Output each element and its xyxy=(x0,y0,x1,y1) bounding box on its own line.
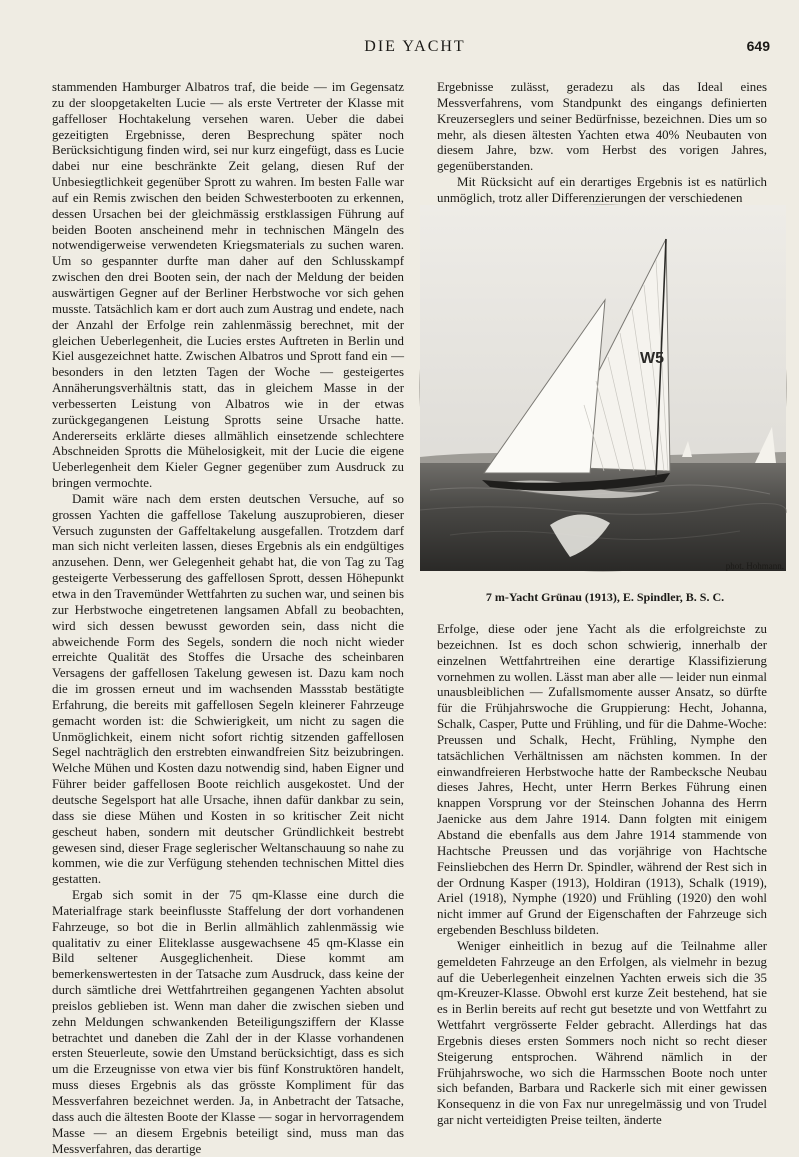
yacht-photo-figure xyxy=(420,205,790,615)
right-column-top xyxy=(437,80,767,205)
paragraph: Ergebnisse zulässt, geradezu als das Ideal eines Messverfahrens, vom Standpunkt des eingangs definierten Kreuzerseglers und seiner Bedürfnisse, bezeichnen. Dies um so mehr, als diesen ältesten Yachten etwa 40% Neubauten von diesem Jahre, bzw. vom Herbst des vorigen Jahres, gegenüberstanden. xyxy=(437,80,767,174)
paragraph: Damit wäre nach dem ersten deutschen Versuche, auf so grossen Yachten die gaffellose Takelung auszuprobieren, dieser Versuch zugunsten der Gaffeltakelung ausgefallen. Trotzdem darf man sich nicht verleiten lassen, dieses Ergebnis als ein endgültiges anzusehen. Denn, wer Gelegenheit gehabt hat, die von Tag zu Tag gesteigerte Verbesserung des gaffellosen Sprott, dessen Höhepunkt etwa in den Travemünder Wettfahrten zu suchen war, und seinen bis zur Herbstwoche eingetretenen langsamen Abfall zu beobachten, wird sich dessen bewusst geworden sein, dass nicht die abweichende Form des Segels, sondern die noch nicht wieder erreichte Qualität des Stoffes die Ursache des scheinbaren Versagens der gaffellosen Takelung gewesen ist. Dazu kam noch die im grossen erneut und im wachsenden Massstab bestätigte Erfahrung, die bereits mit gaffellosen Segeln kleinerer Fahrzeuge gemacht worden ist: die Schwierigkeit, um nicht zu sagen die Unmöglichkeit, einem nicht sofort richtig sitzenden gaffellosen Segel nachträglich den erstrebten einwandfreien Sitz beizubringen. Welche Mühen und Kosten dazu notwendig sind, haben Eigner und Führer beider gaffellosen Boote reichlich ausgekostet. Und der deutsche Segelsport hat alle Ursache, ihnen dafür dankbar zu sein, dass sie diese Mühen und Kosten in so kritischer Zeit nicht gescheut haben, sondern mit deutscher Gründlichkeit bestrebt gewesen sind, dieser Frage seglerischer Weltanschauung so nahe zu kommen, wie die zur Verfügung stehenden technischen Mittel dies gestatten. xyxy=(52,491,404,887)
paragraph: Weniger einheitlich in bezug auf die Teilnahme aller gemeldeten Fahrzeuge an den Erfolgen, als vielmehr in bezug auf die Ueberlegenheit einzelnen Yachten erweis sich die 35 qm-Kreuzer-Klasse. Obwohl erst kurze Zeit bestehend, hat sie es in Berlin bereits auf recht gut besetzte und von Wettfahrt zu Wettfahrt vergrösserte Felder gebracht. Allerdings hat das Ergebnis dieses ersten Sommers noch nicht so recht dieser Steigerung entsprochen. Während nämlich in der Frühjahrswoche, wo sich die Harmsschen Boote noch unter sich befanden, Barbara und Rackerle sich mit einer gewissen Konsequenz in die von Fax nur unregelmässig und von Trudel gar nicht verteidigten Preise teilten, änderte xyxy=(437,938,767,1128)
right-column-bottom xyxy=(437,622,767,1128)
paragraph: Erfolge, diese oder jene Yacht als die erfolgreichste zu bezeichnen. Ist es doch schon schwierig, innerhalb der einzelnen Wettfahrtreihen eine derartige Klassifizierung vornehmen zu wollen. Lässt man aber alle — leider nun einmal unausbleiblichen — Zufallsmomente ausser Ansatz, so dürfte für die Frühjahrswoche die Gruppierung: Hecht, Johanna, Schalk, Casper, Putte und Frühling, und für die Dahme-Woche: Preussen und Schalk, Hecht, Frühling, Nymphe den tatsächlichen Verhältnissen am nächsten kommen. In der einwandfreieren Herbstwoche hatte der Rambecksche Neubau dieses Jahres, Hecht, unter Herrn Berkes Führung einen knappen Vorsprung vor der Steinschen Johanna des Herrn Jaenicke aus dem Jahre 1914. Dann folgten mit einigem Abstand die ebenfalls aus dem Jahre 1914 stammende von Hachtsche Preussen und das vorjährige von Hachtsche Feinsliebchen des Herrn Dr. Spindler, während der Rest sich in der Ordnung Kasper (1913), Holdiran (1913), Schalk (1919), Ariel (1918), Nymphe (1920) und Frühling (1920) den wohl nicht immer auf Grund der Eigenschaften der Fahrzeuge sich ergebenden Beschluss bildeten. xyxy=(437,622,767,938)
figure-caption: 7 m-Yacht Grünau (1913), E. Spindler, B. S. C. xyxy=(485,590,725,604)
left-column xyxy=(52,80,404,1156)
yacht-photo xyxy=(420,205,786,571)
paragraph: Ergab sich somit in der 75 qm-Klasse eine durch die Materialfrage stark beeinflusste Staffelung der dort vorhandenen Fahrzeuge, so bot die in Berlin allmählich zahlenmässig wie qualitativ zu einer Eliteklasse ausgewachsene 45 qm-Klasse ein Bild seltener Ausgeglichenheit. Diese kommt am bemerkenswertesten in der Tatsache zum Ausdruck, dass keine der durch sämtliche drei Wettfahrtreihen gegangenen Yachten absolut preislos geblieben ist. Wenn man daher die zwischen sieben und zehn Meldungen schwankenden Beteiligungsziffern der Klasse betrachtet und daneben die Zahl der in der Klasse vorhandenen ersten Steuerleute, sowie den Umstand berücksichtigt, dass es sich um die Erzeugnisse von etwa vier bis fünf Konstruktören handelt, muss dieses Ergebnis als das grösste Kompliment für das Messverfahren bezeichnet werden. Ja, in Anbetracht der Tatsache, dass auch die ältesten Boote der Klasse — sogar in hervorragendem Masse — an diesem Ergebnis beteiligt sind, muss man das Messverfahren, das derartige xyxy=(52,888,404,1156)
sail-number: W5 xyxy=(640,350,664,367)
paragraph: Mit Rücksicht auf ein derartiges Ergebnis ist es natürlich unmöglich, trotz aller Differenzierungen der verschiedenen xyxy=(437,175,767,205)
paragraph: stammenden Hamburger Albatros traf, die beide — im Gegensatz zu der sloopgetakelten Lucie — als erste Vertreter der Klasse mit gaffelloser Hochtakelung versehen waren. Ueber die dabei gezeitigten Ergebnisse, deren Besprechung später noch Berücksichtigung finden wird, sei nur kurz eingefügt, dass es Lucie dabei nur eine beschränkte Zeit gelang, diesen Ruf der Unbesiegtlichkeit gegenüber Sprott zu wahren. Im besten Falle war auf ein Remis zwischen den beiden Schwesterbooten zu erkennen, dessen Ursachen bei der gleichmässig erstklassigen Führung auf beiden Booten anscheinend mehr in technischen Mängeln des notwendigerweise verwendeten Kriegsmaterials zu suchen waren. Um so gespannter durfte man daher auf den Schlusskampf zwischen den drei Booten sein, der nach der Meldung der beiden auswärtigen Gegner auf der Berliner Herbstwoche vor sich gehen musste. Tatsächlich kam er dort auch zum Austrag und endete, nach der Anzahl der Erfolge rein zahlenmässig berechnet, mit der gleichen Ueberlegenheit, die Lucies erstes Auftreten in Berlin und Kiel ausgezeichnet hatte. Zwischen Albatros und Sprott fand ein — besonders in den letzten Tagen der Woche — gesteigertes Annäherungsverhältnis statt, das in gleichem Masse in der verbesserten Leistung von Albatros wie in der etwas zurückgegangenen Leistung Sprotts seine Ursache hatte. Andererseits erklärte dieses allmählich einsetzende schlechtere Abschneiden Sprotts die Mühelosigkeit, mit der Lucie die eigene Ueberlegenheit dem Kieler Gegner gegenüber zum Ausdruck zu bringen vermochte. xyxy=(52,80,404,491)
page-header xyxy=(60,38,770,60)
page-number: 649 xyxy=(746,38,770,54)
sailboat-illustration xyxy=(420,205,786,571)
running-title: DIE YACHT xyxy=(364,38,466,55)
photo-credit: phot. Hohmann. xyxy=(725,561,784,571)
